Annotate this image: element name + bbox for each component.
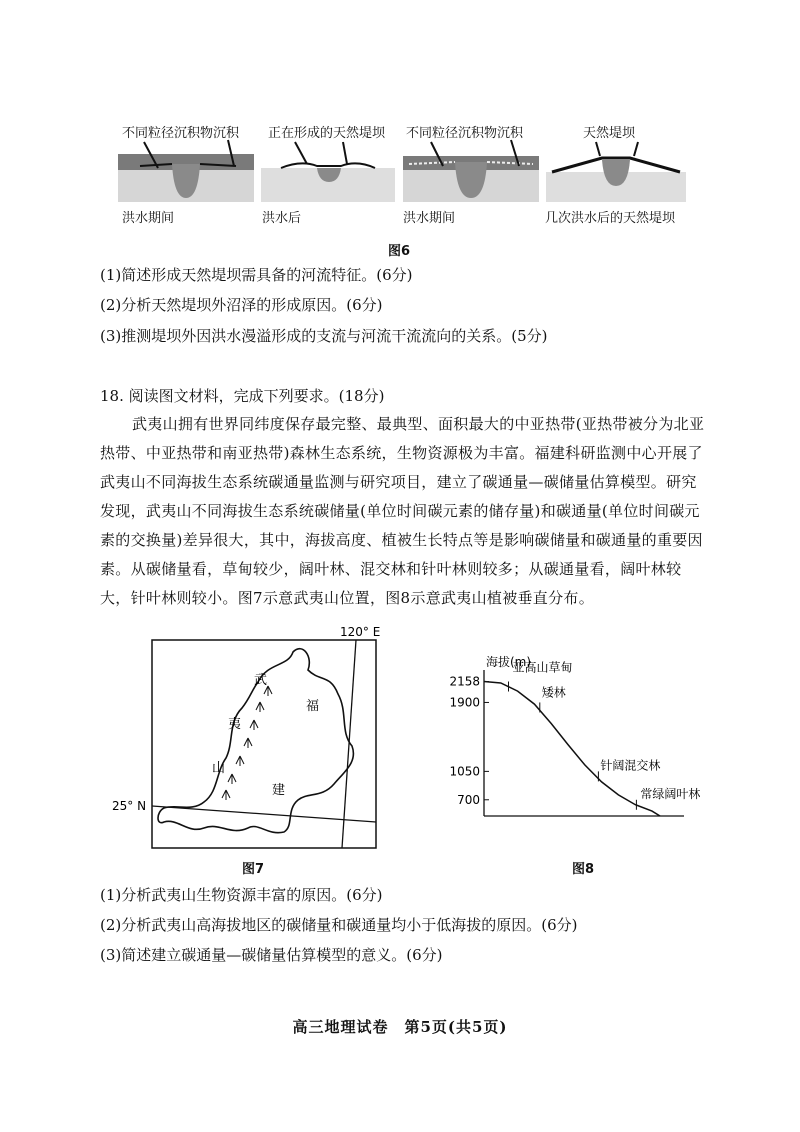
fig6-caption: 图6 bbox=[388, 244, 411, 259]
fig6-diagrams bbox=[118, 138, 688, 204]
fig6-panel-2 bbox=[261, 142, 395, 202]
mountain-char-3: 山 bbox=[212, 761, 226, 776]
q17-item-1: (1)简述形成天然堤坝需具备的河流特征。(6分) bbox=[100, 266, 413, 284]
fig6-label-top-3: 不同粒径沉积物沉积 bbox=[406, 126, 524, 141]
q18-item-2: (2)分析武夷山高海拔地区的碳储量和碳通量均小于低海拔的原因。(6分) bbox=[100, 916, 578, 934]
fig8-caption: 图8 bbox=[572, 862, 595, 877]
province-char-2: 建 bbox=[272, 783, 286, 798]
q18-heading: 18. 阅读图文材料，完成下列要求。(18分) bbox=[100, 387, 385, 405]
mountain-profile-line bbox=[484, 682, 660, 817]
page-footer: 高三地理试卷 第5页(共5页) bbox=[292, 1018, 508, 1036]
fig6-panel-4 bbox=[546, 142, 686, 202]
annotation-label: 常绿阔叶林 bbox=[640, 786, 700, 801]
lon-line bbox=[342, 640, 356, 848]
lat-line bbox=[152, 806, 376, 822]
mountain-char-1: 武 bbox=[254, 673, 268, 688]
mountain-char-2: 夷 bbox=[228, 717, 242, 732]
q18-item-1: (1)分析武夷山生物资源丰富的原因。(6分) bbox=[100, 886, 383, 904]
fig6-label-top-2: 正在形成的天然堤坝 bbox=[268, 126, 386, 141]
annotation-label: 亚高山草甸 bbox=[512, 660, 573, 675]
annotation-label: 针阔混交林 bbox=[600, 758, 661, 773]
fig6-panel-3 bbox=[403, 140, 539, 202]
fig7-caption: 图7 bbox=[242, 862, 265, 877]
map-frame bbox=[152, 640, 376, 848]
lat-label: 25° N bbox=[112, 799, 147, 813]
q17-item-3: (3)推测堤坝外因洪水漫溢形成的支流与河流干流流向的关系。(5分) bbox=[100, 327, 548, 345]
fig6-label-bottom-3: 洪水期间 bbox=[403, 211, 456, 226]
y-tick-label: 1050 bbox=[449, 764, 480, 779]
fig6-label-top-4: 天然堤坝 bbox=[583, 126, 636, 141]
lon-label: 120° E bbox=[340, 625, 381, 639]
y-axis-label: 海拔(m) bbox=[486, 655, 532, 669]
fig6-label-top-1: 不同粒径沉积物沉积 bbox=[122, 126, 240, 141]
fig8-chart bbox=[440, 650, 700, 830]
fig6-label-bottom-1: 洪水期间 bbox=[122, 211, 175, 226]
fig6-label-bottom-4: 几次洪水后的天然堤坝 bbox=[545, 211, 676, 226]
q18-paragraph: 武夷山拥有世界同纬度保存最完整、最典型、面积最大的中亚热带(亚热带被分为北亚热带、中亚热带和南亚热带)森林生态系统，生物资源极为丰富。福建科研监测中心开展了武夷山不同海拔生态系统碳通量监测与研究项目，建立了碳通量—碳储量估算模型。研究发现，武夷山不同海拔生态系统碳储量(单位时间碳元素的储存量)和碳通量(单位时间碳元素的交换量)差异很大，其中，海拔高度、植被生长特点等是影响碳储量和碳通量的重要因素。从碳储量看，草甸较少，阔叶林、混交林和针叶林则较多；从碳通量看，阔叶林较大，针叶林则较小。图7示意武夷山位置，图8示意武夷山植被垂直分布。 bbox=[100, 415, 705, 607]
y-tick-label: 2158 bbox=[449, 674, 480, 689]
q18-item-3: (3)简述建立碳通量—碳储量估算模型的意义。(6分) bbox=[100, 946, 443, 964]
q17-item-2: (2)分析天然堤坝外沼泽的形成原因。(6分) bbox=[100, 296, 383, 314]
province-char-1: 福 bbox=[306, 699, 320, 714]
y-tick-label: 1900 bbox=[449, 695, 480, 710]
y-tick-label: 700 bbox=[457, 792, 480, 807]
fig6-panel-1 bbox=[118, 140, 254, 202]
fig7-map bbox=[108, 622, 393, 852]
annotation-label: 矮林 bbox=[541, 685, 566, 700]
fig6-label-bottom-2: 洪水后 bbox=[262, 211, 302, 226]
